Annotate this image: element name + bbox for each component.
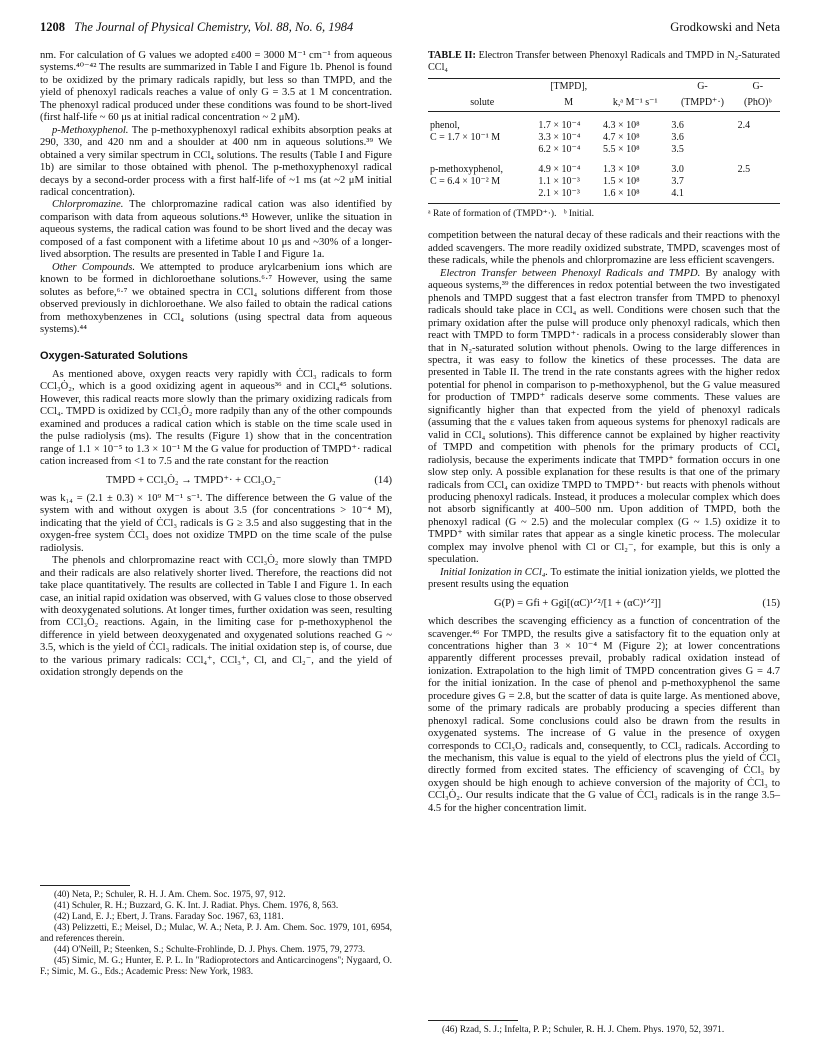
- paragraph: [428, 268, 780, 567]
- reference: (43) Pelizzetti, E.; Meisel, D.; Mulac, W. A.; Neta, P. J. Am. Chem. Soc. 1979, 101, 6954, and references therein.: [40, 923, 392, 944]
- runin-heading: Chlorpromazine.: [52, 199, 124, 211]
- column-header: [601, 79, 669, 96]
- column-header-g2-top: G-: [736, 79, 780, 96]
- table-cell: phenol,: [430, 120, 460, 131]
- equation-14: [40, 475, 392, 487]
- column-header-g1: (TMPD⁺·): [669, 95, 735, 112]
- table-cell: 2.5: [737, 164, 751, 175]
- column-header-tmpd: [TMPD],: [536, 79, 601, 96]
- table-cell: 3.6: [671, 132, 684, 143]
- runin-heading: Electron Transfer between Phenoxyl Radicals and TMPD.: [440, 267, 701, 279]
- column-header-g1-top: G-: [669, 79, 735, 96]
- table-cell: 1.6 × 10⁸: [601, 188, 669, 204]
- section-heading: Oxygen-Saturated Solutions: [40, 350, 188, 363]
- reference: (44) O'Neill, P.; Steenken, S.; Schulte-Frohlinde, D. J. Phys. Chem. 1975, 79, 2773.: [54, 945, 366, 955]
- table-cell: [736, 176, 780, 188]
- left-column: [40, 50, 392, 680]
- paragraph: As mentioned above, oxygen reacts very rapidly with ĊCl₃ radicals to form CCl₃Ȯ₂, which is a good oxidizing agent in aqueous³⁶ and in CCl₄⁴⁵ solutions. However, this radical reacts more slowly than the primary oxidizing radicals from CCl₄. TMPD is oxidized by CCl₃Ȯ₂ more radpily than any of the other compounds examined and produces a radical cation which is stable on the time scale used in the pulse radiolysis (ms). The results (Figure 1) show that in the concentration range of 1.1 × 10⁻⁵ to 1.3 × 10⁻¹ M the G value for production of TMPD⁺· radical cation increased from <1 to 7.5 and the rate constant for the reaction: [40, 368, 392, 468]
- paragraph: The phenols and chlorpromazine react with CCl₃Ȯ₂ more slowly than TMPD and their radicals are also relatively shorter lived. Therefore, the reactions did not take place quantitatively. The results are collected in Table I and Figure 1. In each case, an initial rapid oxidation was observed, with G values close to those observed with deoxygenated solutions. At longer times, further oxidation was seen, resulting from CCl₃Ȯ₂ reactions. Again, in the limiting case for p-methoxyphenol the difference in yield between deoxygenated and oxygenated solutions reached G ~ 3.5, which is the yield of ĊCl₃ radicals. The initial oxidation step is, of course, due to the various primary radicals: CCl₄⁺, CCl₃⁺, Cl, and Cl₂⁻, and the yield of oxidation strongly depends on the: [40, 555, 392, 679]
- page-number: 1208: [40, 20, 65, 34]
- table-cell: 4.9 × 10⁻⁴: [538, 164, 581, 175]
- paragraph: nm. For calculation of G values we adopted ε400 = 3000 M⁻¹ cm⁻¹ from aqueous systems.⁴⁰⁻⁴² The results are summarized in Table I and Figure 1b. Phenol is found to be oxidized by the primary radicals rapidly, but less so than TMPD, and the yield of phenoxyl radicals reaches a value of only G = 3.5 at 1 M concentration. The phenoxyl radical produced under these conditions was found to be short-lived (first half-life ~ 60 μs at initial radical concentration ~ 2 μM).: [40, 50, 392, 124]
- table-cell: 3.5: [671, 144, 684, 155]
- table-row: [428, 112, 780, 133]
- paragraph: which describes the scavenging efficiency as a function of concentration of the scavenger.⁴⁶ For TMPD, the results give a satisfactory fit to the equation only at concentrations higher than 3 × 10⁻⁴ M (Figure 2); at lower concentrations apparently different processes prevail, probably radical oxidation instead of ionization. Extrapolation to the high limit of TMPD concentration gives G = 4.7 for the initial ionization. In the case of phenol and p-methoxyphenol the same procedure gives G = 2.8, but the scatter of data is quite large. As mentioned above, some of the primary radicals are probably producing a species different than phenoxyl radical. Some conclusions could also be drawn from the results in oxygenated systems. The increase of G value in the presence of oxygen corresponds to CCl₃O₂ radicals and, consequently, to CCl₃ radicals. According to the mechanism, this value is equal to the yield of electrons plus the yield of ĊCl₃ directly formed from excited states. The efficiency of scavenging of ĊCl₃ by oxygen should be high enough to achieve conversion of the majority of ĊCl₃ to CCl₃Ȯ₂. Our results indicate that the G value of ĊCl₃ radicals is in the range 3.5–4.5 for the higher concentration limit.: [428, 616, 780, 814]
- runin-heading: Other Compounds.: [52, 261, 135, 273]
- reference: (41) Schuler, R. H.; Buzzard, G. K. Int. J. Radiat. Phys. Chem. 1976, 8, 563.: [54, 901, 339, 911]
- paragraph-text: By analogy with aqueous systems,³⁹ the differences in redox potential between the two investigated phenols and TMPD suggest that a fast electron transfer from TMPD to phenoxyl radicals should take place in CCl₄ as well. Conditions were chosen such that the primary oxidation after the pulse will produce only phenoxyl radicals, which then react with TMPD to form TMPD⁺· radicals in a process considerably slower than that in N₂-saturated solution without phenols. Owing to the large differences in spectra, it was easy to follow the kinetics of these processes. The data are presented in Table II. The trend in the rate constants agrees with the higher redox potential for phenol in comparison to p-methoxyphenol, but the G value measured for production of TMPD⁺ radicals deserve some comments. These values are significantly higher than that expected from the yield of phenoxyl radicals (assuming that the ε values taken from aqueous systems for phenoxyl radicals are valid in CCl₄ solutions). This difference cannot be explained by higher reactivity of TMPD and competition with phenols for the primary products of CCl₄ radiolysis, because the experiments indicate that TMPD⁺ formation occurs in one slow step only. A possible explanation for these results is that one of the primary radicals from CCl₄ can oxidize TMPD to TMPD⁺· but reacts with phenols without producing phenoxyl radicals. Instead, it produces a molecular complex which does not absorb significantly at 400–500 nm. Upon addition of TMPD, both the phenoxyl radical (G ~ 2.5) and the molecular complex (G ~ 1.5) oxidize it to TMPD⁺ with similar rates that appear as a single kinetic process. The molecular complex may involve phenol with Cl or Cl₂⁻, for example, but this is only a speculation.: [428, 267, 780, 566]
- table-cell: 2.4: [737, 120, 751, 131]
- equation-expression: TMPD + CCl₃Ȯ₂ → TMPD⁺· + CCl₃O₂⁻: [106, 474, 282, 486]
- column-header-tmpd-unit: M: [536, 95, 601, 112]
- table-cell: p-methoxyphenol,: [430, 164, 504, 175]
- runin-heading: Initial Ionization in CCl₄.: [440, 566, 549, 578]
- table-cell: 1.3 × 10⁸: [603, 164, 640, 175]
- running-header: [40, 20, 780, 36]
- table-cell: 6.2 × 10⁻⁴: [538, 144, 581, 155]
- table-footnotes: [428, 208, 780, 220]
- table-row: [428, 144, 780, 156]
- reference: (42) Land, E. J.; Ebert, J. Trans. Faraday Soc. 1967, 63, 1181.: [54, 912, 284, 922]
- table-cell: [736, 188, 780, 204]
- table-row: [428, 188, 780, 204]
- header-authors: Grodkowski and Neta: [670, 20, 780, 34]
- paragraph: [40, 199, 392, 261]
- table-label: TABLE II:: [428, 50, 476, 61]
- table-cell: 2.1 × 10⁻³: [536, 188, 601, 204]
- reference: (40) Neta, P.; Schuler, R. H. J. Am. Chem. Soc. 1975, 97, 912.: [54, 890, 286, 900]
- footnote-rule: [428, 1020, 518, 1021]
- table-title: [428, 50, 780, 74]
- table-footnote-b: ᵇ Initial.: [563, 209, 594, 219]
- column-header-solute: solute: [428, 95, 536, 112]
- equation-15: [428, 598, 780, 610]
- references-left: [40, 885, 392, 978]
- right-column: [428, 50, 780, 815]
- table-cell: [736, 132, 780, 144]
- table-caption: Electron Transfer between Phenoxyl Radicals and TMPD in N₂-Saturated CCl₄: [428, 50, 781, 73]
- reference: (45) Simic, M. G.; Hunter, E. P. L. In "Radioprotectors and Anticarcinogens"; Nygaard, O. F.; Simic, M. G., Eds.; Academic Press: New York, 1983.: [40, 956, 392, 977]
- table-cell: 4.3 × 10⁸: [603, 120, 640, 131]
- table-row: [428, 156, 780, 176]
- table-footnote-a: ᵃ Rate of formation of (TMPD⁺·).: [428, 209, 557, 219]
- footnote-rule: [40, 885, 130, 886]
- equation-expression: G(P) = Gfi + Ggi[(αC)¹ᐟ²/[1 + (αC)¹ᐟ²]]: [494, 597, 662, 609]
- table-cell: [736, 144, 780, 156]
- table-cell: 1.1 × 10⁻³: [538, 176, 580, 187]
- column-header-k: k,ᵃ M⁻¹ s⁻¹: [601, 95, 669, 112]
- paragraph-text: The chlorpromazine radical cation was also identified by comparison with data from aqueous solutions.⁴³ However, unlike the situation in aqueous systems, the radical cation was found to be short lived and the decay was composed of a fast component with a lifetime about 10 μs and ~30% of a longer-lived absorption. The results are presented in Table I and Figure 1a.: [40, 199, 392, 261]
- table-cell: 3.7: [671, 176, 684, 187]
- equation-number: (15): [762, 597, 780, 609]
- data-table: [428, 78, 780, 204]
- table-row: [428, 176, 780, 188]
- equation-number: (14): [374, 474, 392, 486]
- table-cell: [428, 144, 536, 156]
- paragraph: [428, 567, 780, 592]
- table-cell: 5.5 × 10⁸: [603, 144, 640, 155]
- paragraph: competition between the natural decay of these radicals and their reactions with the added scavengers. The more readily oxidized substrate, TMPD, scavenges most of these radicals, while the phenols and chlorpromazine are less efficient scavengers.: [428, 230, 780, 267]
- table-cell: [428, 188, 536, 204]
- table-cell: 3.3 × 10⁻⁴: [538, 132, 581, 143]
- paragraph: [40, 262, 392, 337]
- references-right: [428, 1020, 780, 1036]
- column-header-g2: (PhO)ᵇ: [736, 95, 780, 112]
- journal-citation: The Journal of Physical Chemistry, Vol. 88, No. 6, 1984: [74, 20, 354, 34]
- table-cell: C = 6.4 × 10⁻² M: [430, 176, 501, 187]
- paragraph-text: The p-methoxyphenoxyl radical exhibits absorption peaks at 290, 330, and 420 nm and a shoulder at 400 nm in aqueous solutions.³⁹ We obtained a very similar spectrum in CCl₄ solutions. The results (Table I and Figure 1b) are similar to those obtained with phenol. The p-methoxyphenoxyl radical decays by a second-order process with a first half-life of ~1 ms (at ~2 μM initial radical concentration).: [40, 124, 392, 198]
- runin-heading: p-Methoxyphenol.: [52, 124, 129, 136]
- table-cell: 4.1: [669, 188, 735, 204]
- paragraph-text: To estimate the initial ionization yields, we plotted the present results using the equation: [428, 566, 780, 591]
- paragraph: [40, 125, 392, 200]
- table-cell: 1.5 × 10⁸: [603, 176, 640, 187]
- paragraph-text: We attempted to produce arylcarbenium ions which are known to be formed in dichloroethane solutions.⁶·⁷ However, using the same solutes as before,⁶·⁷ we obtained spectra in CCl₄ solutions different from those observed previously in dichloroethane. We also failed to obtain the radical cations from methoxybenzenes in CCl₄ solutions (using spectral data from aqueous systems).⁴⁴: [40, 261, 393, 335]
- table-cell: 4.7 × 10⁸: [603, 132, 640, 143]
- table-cell: 3.0: [671, 164, 684, 175]
- table-cell: 1.7 × 10⁻⁴: [538, 120, 581, 131]
- header-left: [40, 20, 353, 35]
- reference: (46) Rzad, S. J.; Infelta, P. P.; Schuler, R. H. J. Chem. Phys. 1970, 52, 3971.: [442, 1025, 725, 1035]
- column-header: [428, 79, 536, 96]
- table-cell: C = 1.7 × 10⁻¹ M: [430, 132, 501, 143]
- paragraph: was k₁₄ = (2.1 ± 0.3) × 10⁹ M⁻¹ s⁻¹. The difference between the G value of the system with and without oxygen is about 3.5 (for concentrations > 10⁻⁴ M), indicating that the yield of ĊCl₃ radicals is G ≥ 3.5 and also suggesting that in the oxygen-free system ĊCl₃ does not oxidize TMPD on the time scale of the pulse radiolysis.: [40, 492, 392, 554]
- table-ii: [428, 50, 780, 220]
- table-cell: 3.6: [671, 120, 684, 131]
- table-row: [428, 132, 780, 144]
